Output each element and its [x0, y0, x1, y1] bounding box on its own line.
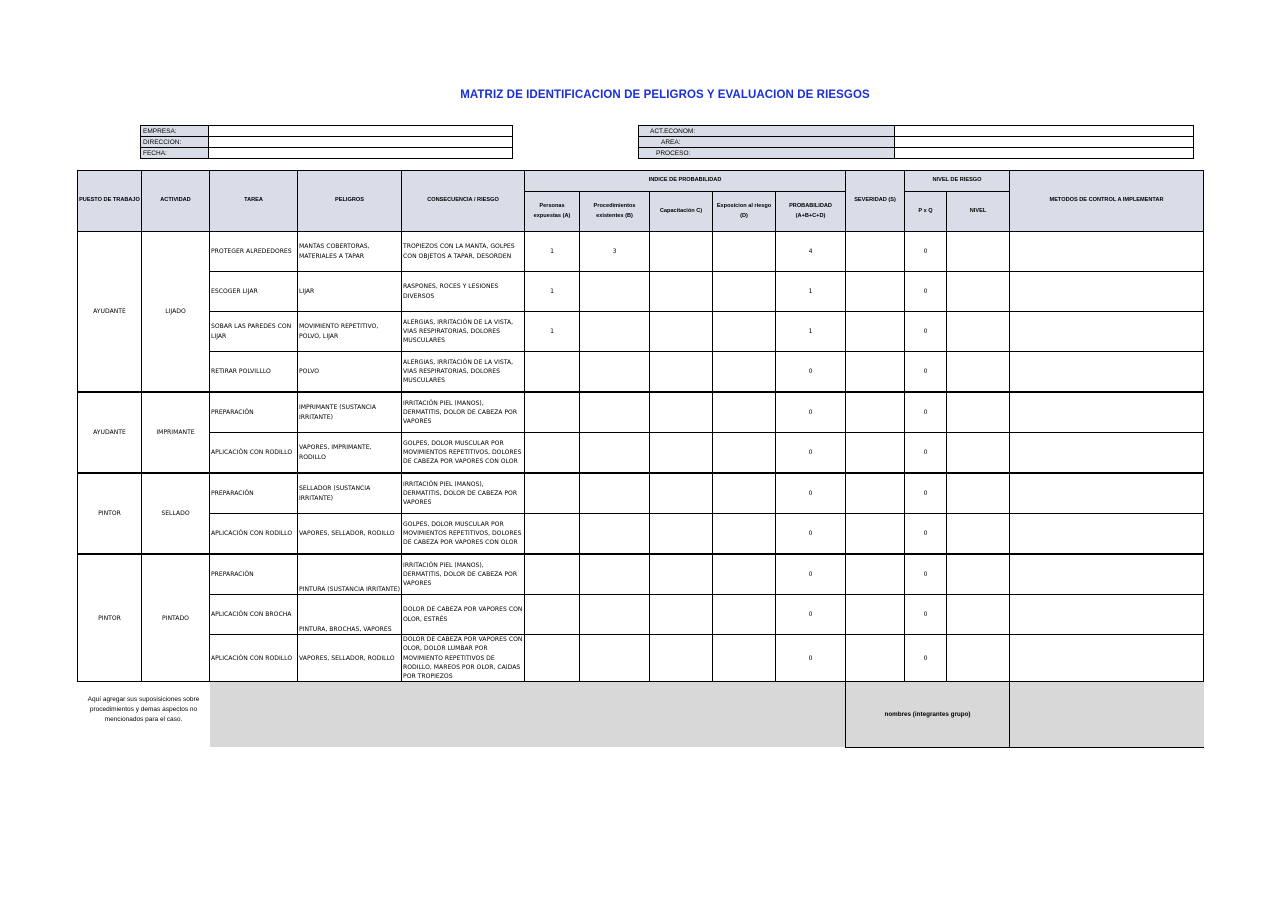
- severidad-cell[interactable]: [846, 473, 905, 514]
- header-nivel-riesgo: NIVEL DE RIESGO: [905, 171, 1010, 192]
- pxq-cell[interactable]: 0: [905, 312, 947, 352]
- exposicion-cell[interactable]: [713, 433, 776, 474]
- nivel-cell[interactable]: [947, 232, 1010, 272]
- personas-cell[interactable]: [525, 554, 580, 595]
- suppositions-area[interactable]: [210, 682, 846, 748]
- procedimientos-cell[interactable]: [580, 312, 650, 352]
- process-info-table: [638, 125, 1194, 159]
- severidad-cell[interactable]: [846, 352, 905, 393]
- actividad-cell: LIJADO: [142, 232, 210, 393]
- nivel-cell[interactable]: [947, 392, 1010, 433]
- personas-cell[interactable]: [525, 392, 580, 433]
- area-label: AREA:: [639, 137, 895, 148]
- tarea-cell: APLICACIÓN CON RODILLO: [210, 635, 298, 682]
- exposicion-cell[interactable]: [713, 272, 776, 312]
- nivel-cell[interactable]: [947, 433, 1010, 474]
- risk-matrix-table: [77, 170, 1204, 748]
- proceso-field[interactable]: [895, 148, 1194, 159]
- nivel-cell[interactable]: [947, 514, 1010, 555]
- consecuencia-cell: ALERGIAS, IRRITACIÓN DE LA VISTA, VIAS RESPIRATORIAS, DOLORES MUSCULARES: [402, 352, 525, 393]
- severidad-cell[interactable]: [846, 554, 905, 595]
- tarea-cell: PREPARACIÓN: [210, 554, 298, 595]
- table-row: [78, 232, 1204, 272]
- metodos-cell[interactable]: [1010, 514, 1204, 555]
- nivel-cell[interactable]: [947, 554, 1010, 595]
- puesto-cell: AYUDANTE: [78, 392, 142, 473]
- pxq-cell[interactable]: 0: [905, 392, 947, 433]
- tarea-cell: SOBAR LAS PAREDES CON LIJAR: [210, 312, 298, 352]
- consecuencia-cell: ALERGIAS, IRRITACIÓN DE LA VISTA, VIAS RESPIRATORIAS, DOLORES MUSCULARES: [402, 312, 525, 352]
- header-capacitacion: Capacitación C): [650, 192, 713, 232]
- tarea-cell: APLICACIÓN CON RODILLO: [210, 433, 298, 474]
- probabilidad-cell[interactable]: 0: [776, 433, 846, 474]
- table-row: [78, 352, 1204, 393]
- peligro-cell: PINTURA (SUSTANCIA IRRITANTE): [298, 554, 402, 595]
- severidad-cell[interactable]: [846, 433, 905, 474]
- probabilidad-cell[interactable]: 0: [776, 635, 846, 682]
- personas-cell[interactable]: 1: [525, 232, 580, 272]
- exposicion-cell[interactable]: [713, 635, 776, 682]
- pxq-cell[interactable]: 0: [905, 595, 947, 635]
- peligro-cell: VAPORES, IMPRIMANTE, RODILLO: [298, 433, 402, 474]
- personas-cell[interactable]: 1: [525, 272, 580, 312]
- procedimientos-cell[interactable]: [580, 554, 650, 595]
- procedimientos-cell[interactable]: [580, 392, 650, 433]
- puesto-cell: PINTOR: [78, 473, 142, 554]
- peligro-cell: VAPORES, SELLADOR, RODILLO: [298, 514, 402, 555]
- exposicion-cell[interactable]: [713, 554, 776, 595]
- act-econom-field[interactable]: [895, 126, 1194, 137]
- table-row: [78, 312, 1204, 352]
- nivel-cell[interactable]: [947, 312, 1010, 352]
- pxq-cell[interactable]: 0: [905, 473, 947, 514]
- probabilidad-cell[interactable]: 0: [776, 554, 846, 595]
- personas-cell[interactable]: [525, 595, 580, 635]
- exposicion-cell[interactable]: [713, 232, 776, 272]
- table-row: [78, 392, 1204, 433]
- metodos-cell[interactable]: [1010, 433, 1204, 474]
- pxq-cell[interactable]: 0: [905, 272, 947, 312]
- puesto-cell: AYUDANTE: [78, 232, 142, 393]
- personas-cell[interactable]: [525, 352, 580, 393]
- severidad-cell[interactable]: [846, 232, 905, 272]
- nivel-cell[interactable]: [947, 352, 1010, 393]
- consecuencia-cell: IRRITACIÓN PIEL (MANOS), DERMATITIS, DOLOR DE CABEZA POR VAPORES: [402, 473, 525, 514]
- pxq-cell[interactable]: 0: [905, 433, 947, 474]
- group-names-label: nombres (integrantes grupo): [846, 682, 1010, 748]
- probabilidad-cell[interactable]: 0: [776, 514, 846, 555]
- header-personas: Personas expuestas (A): [525, 192, 580, 232]
- nivel-cell[interactable]: [947, 473, 1010, 514]
- exposicion-cell[interactable]: [713, 352, 776, 393]
- table-row: [78, 554, 1204, 595]
- procedimientos-cell[interactable]: [580, 595, 650, 635]
- exposicion-cell[interactable]: [713, 595, 776, 635]
- header-procedimientos: Procedimientos existentes (B): [580, 192, 650, 232]
- peligro-cell: MANTAS COBERTORAS, MATERIALES A TAPAR: [298, 232, 402, 272]
- header-indice-probabilidad: INDICE DE PROBABILIDAD: [525, 171, 846, 192]
- table-row: [78, 514, 1204, 555]
- probabilidad-cell[interactable]: 1: [776, 312, 846, 352]
- header-consecuencia: CONSECUENCIA / RIESGO: [402, 171, 525, 232]
- peligro-cell: MOVIMIENTO REPETITIVO, POLVO, LIJAR: [298, 312, 402, 352]
- empresa-label: EMPRESA:: [141, 126, 209, 137]
- procedimientos-cell[interactable]: [580, 514, 650, 555]
- procedimientos-cell[interactable]: 3: [580, 232, 650, 272]
- severidad-cell[interactable]: [846, 514, 905, 555]
- table-row: [78, 473, 1204, 514]
- table-row: [78, 272, 1204, 312]
- capacitacion-cell[interactable]: [650, 232, 713, 272]
- procedimientos-cell[interactable]: [580, 635, 650, 682]
- table-row: [78, 635, 1204, 682]
- footer-row: [78, 682, 1204, 748]
- risk-rows: [78, 232, 1204, 682]
- exposicion-cell[interactable]: [713, 473, 776, 514]
- exposicion-cell[interactable]: [713, 312, 776, 352]
- capacitacion-cell[interactable]: [650, 272, 713, 312]
- consecuencia-cell: TROPIEZOS CON LA MANTA, GOLPES CON OBJETOS A TAPAR, DESORDEN: [402, 232, 525, 272]
- metodos-cell[interactable]: [1010, 392, 1204, 433]
- metodos-cell[interactable]: [1010, 312, 1204, 352]
- company-info-table: [140, 125, 513, 159]
- table-row: [78, 595, 1204, 635]
- procedimientos-cell[interactable]: [580, 272, 650, 312]
- metodos-cell[interactable]: [1010, 473, 1204, 514]
- header-pxq: P x Q: [905, 192, 947, 232]
- tarea-cell: APLICACIÓN CON BROCHA: [210, 595, 298, 635]
- header-nivel: NIVEL: [947, 192, 1010, 232]
- header-probabilidad: PROBABILIDAD (A+B+C+D): [776, 192, 846, 232]
- severidad-cell[interactable]: [846, 272, 905, 312]
- metodos-cell[interactable]: [1010, 232, 1204, 272]
- capacitacion-cell[interactable]: [650, 595, 713, 635]
- header-metodos: METODOS DE CONTROL A IMPLEMENTAR: [1010, 171, 1204, 232]
- probabilidad-cell[interactable]: 0: [776, 595, 846, 635]
- probabilidad-cell[interactable]: 0: [776, 352, 846, 393]
- procedimientos-cell[interactable]: [580, 352, 650, 393]
- peligro-cell: SELLADOR (SUSTANCIA IRRITANTE): [298, 473, 402, 514]
- nivel-cell[interactable]: [947, 272, 1010, 312]
- tarea-cell: PREPARACIÓN: [210, 473, 298, 514]
- severidad-cell[interactable]: [846, 595, 905, 635]
- probabilidad-cell[interactable]: 1: [776, 272, 846, 312]
- metodos-cell[interactable]: [1010, 635, 1204, 682]
- personas-cell[interactable]: [525, 635, 580, 682]
- consecuencia-cell: RASPONES, ROCES Y LESIONES DIVERSOS: [402, 272, 525, 312]
- header-tarea: TAREA: [210, 171, 298, 232]
- pxq-cell[interactable]: 0: [905, 635, 947, 682]
- exposicion-cell[interactable]: [713, 514, 776, 555]
- capacitacion-cell[interactable]: [650, 635, 713, 682]
- pxq-cell[interactable]: 0: [905, 232, 947, 272]
- nivel-cell[interactable]: [947, 595, 1010, 635]
- direccion-label: DIRECCION:: [141, 137, 209, 148]
- actividad-cell: SELLADO: [142, 473, 210, 554]
- header-severidad: SEVERIDAD (S): [846, 171, 905, 232]
- tarea-cell: RETIRAR POLVILLLO: [210, 352, 298, 393]
- page-title: MATRIZ DE IDENTIFICACION DE PELIGROS Y EVALUACION DE RIESGOS: [460, 89, 870, 101]
- personas-cell[interactable]: [525, 473, 580, 514]
- consecuencia-cell: DOLOR DE CABEZA POR VAPORES CON OLOR, DOLOR LUMBAR POR MOVIMIENTO REPETITIVOS DE RODILLO, MAREOS POR OLOR, CAIDAS POR TROPIEZOS: [402, 635, 525, 682]
- metodos-cell[interactable]: [1010, 352, 1204, 393]
- personas-cell[interactable]: 1: [525, 312, 580, 352]
- metodos-cell[interactable]: [1010, 554, 1204, 595]
- peligro-cell: IMPRIMANTE (SUSTANCIA IRRITANTE): [298, 392, 402, 433]
- probabilidad-cell[interactable]: 4: [776, 232, 846, 272]
- procedimientos-cell[interactable]: [580, 473, 650, 514]
- puesto-cell: PINTOR: [78, 554, 142, 682]
- capacitacion-cell[interactable]: [650, 473, 713, 514]
- peligro-cell: POLVO: [298, 352, 402, 393]
- tarea-cell: APLICACIÓN CON RODILLO: [210, 514, 298, 555]
- probabilidad-cell[interactable]: 0: [776, 392, 846, 433]
- metodos-cell[interactable]: [1010, 272, 1204, 312]
- capacitacion-cell[interactable]: [650, 392, 713, 433]
- pxq-cell[interactable]: 0: [905, 514, 947, 555]
- pxq-cell[interactable]: 0: [905, 554, 947, 595]
- fecha-field[interactable]: [209, 148, 513, 159]
- header-actividad: ACTIVIDAD: [142, 171, 210, 232]
- capacitacion-cell[interactable]: [650, 514, 713, 555]
- consecuencia-cell: GOLPES, DOLOR MUSCULAR POR MOVIMIENTOS REPETITIVOS, DOLORES DE CABEZA POR VAPORES CON OLOR: [402, 433, 525, 474]
- act-econom-label: ACT.ECONOM:: [639, 126, 895, 137]
- severidad-cell[interactable]: [846, 635, 905, 682]
- consecuencia-cell: DOLOR DE CABEZA POR VAPORES CON OLOR, ESTRÉS: [402, 595, 525, 635]
- consecuencia-cell: IRRITACIÓN PIEL (MANOS), DERMATITIS, DOLOR DE CABEZA POR VAPORES: [402, 392, 525, 433]
- capacitacion-cell[interactable]: [650, 312, 713, 352]
- peligro-cell: LIJAR: [298, 272, 402, 312]
- capacitacion-cell[interactable]: [650, 554, 713, 595]
- tarea-cell: PROTEGER ALREDEDORES: [210, 232, 298, 272]
- actividad-cell: IMPRIMANTE: [142, 392, 210, 473]
- table-row: [78, 433, 1204, 474]
- empresa-field[interactable]: [209, 126, 513, 137]
- header-puesto: PUESTO DE TRABAJO: [78, 171, 142, 232]
- severidad-cell[interactable]: [846, 392, 905, 433]
- exposicion-cell[interactable]: [713, 392, 776, 433]
- area-field[interactable]: [895, 137, 1194, 148]
- personas-cell[interactable]: [525, 514, 580, 555]
- actividad-cell: PINTADO: [142, 554, 210, 682]
- consecuencia-cell: GOLPES, DOLOR MUSCULAR POR MOVIMIENTOS REPETITIVOS, DOLORES DE CABEZA POR VAPORES CON OLOR: [402, 514, 525, 555]
- capacitacion-cell[interactable]: [650, 433, 713, 474]
- tarea-cell: PREPARACIÓN: [210, 392, 298, 433]
- peligro-cell: PINTURA, BROCHAS, VAPORES: [298, 595, 402, 635]
- proceso-label: PROCESO:: [639, 148, 895, 159]
- direccion-field[interactable]: [209, 137, 513, 148]
- footer-note: Aquí agregar sus suposisiciones sobre procedimientos y demas aspectos no mencionados para el caso.: [87, 696, 200, 723]
- pxq-cell[interactable]: 0: [905, 352, 947, 393]
- group-names-area[interactable]: [1010, 682, 1204, 748]
- header-peligros: PELIGROS: [298, 171, 402, 232]
- header-exposicion: Exposicion al riesgo (D): [713, 192, 776, 232]
- metodos-cell[interactable]: [1010, 595, 1204, 635]
- capacitacion-cell[interactable]: [650, 352, 713, 393]
- peligro-cell: VAPORES, SELLADOR, RODILLO: [298, 635, 402, 682]
- probabilidad-cell[interactable]: 0: [776, 473, 846, 514]
- nivel-cell[interactable]: [947, 635, 1010, 682]
- procedimientos-cell[interactable]: [580, 433, 650, 474]
- fecha-label: FECHA:: [141, 148, 209, 159]
- personas-cell[interactable]: [525, 433, 580, 474]
- consecuencia-cell: IRRITACIÓN PIEL (MANOS), DERMATITIS, DOLOR DE CABEZA POR VAPORES: [402, 554, 525, 595]
- severidad-cell[interactable]: [846, 312, 905, 352]
- tarea-cell: ESCOGER LIJAR: [210, 272, 298, 312]
